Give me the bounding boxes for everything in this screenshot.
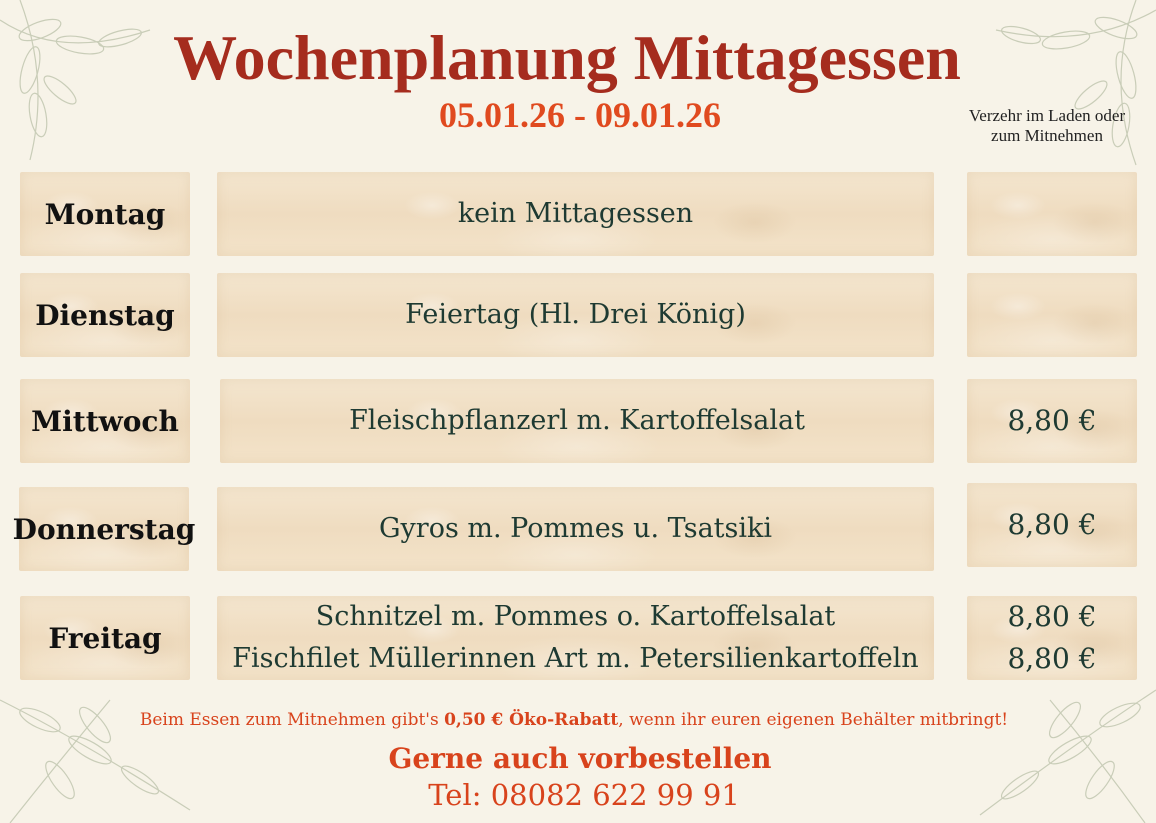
price-text: 8,80 € (1007, 508, 1097, 541)
meal-cell-dienstag (217, 273, 934, 357)
day-cell-dienstag (20, 273, 190, 357)
day-label: Montag (44, 197, 166, 231)
preorder-text: Gerne auch vorbestellen (388, 742, 772, 775)
page-title: Wochenplanung Mittagessen (173, 22, 961, 93)
day-cell-donnerstag (12, 487, 196, 571)
meal-cell-donnerstag (217, 487, 934, 571)
price-column-header: Verzehr im Laden oder zum Mitnehmen (968, 106, 1126, 145)
meal-text: kein Mittagessen (457, 198, 694, 229)
price-cell-montag (967, 172, 1137, 256)
discount-amount: 0,50 € Öko-Rabatt (444, 710, 619, 730)
day-label: Freitag (48, 621, 162, 655)
meal-text: Schnitzel m. Pommes o. Kartoffelsalat (315, 601, 836, 632)
discount-note-end: , wenn ihr euren eigenen Behälter mitbringt! (618, 710, 1009, 730)
discount-note-start: Beim Essen zum Mitnehmen gibt's (139, 710, 445, 730)
meal-text: Gyros m. Pommes u. Tsatsiki (378, 513, 773, 544)
day-label: Donnerstag (12, 512, 196, 546)
day-label: Dienstag (35, 298, 175, 332)
discount-note (0, 710, 1148, 730)
meal-cell-montag (217, 172, 934, 256)
price-text: 8,80 € (1007, 404, 1097, 437)
date-range: 05.01.26 - 09.01.26 (439, 95, 721, 135)
meal-text: Fleischpflanzerl m. Kartoffelsalat (349, 405, 805, 436)
meal-text: Fischfilet Müllerinnen Art m. Petersilienkartoffeln (232, 643, 919, 674)
price-text: 8,80 € (1007, 642, 1097, 675)
day-cell-freitag (20, 596, 190, 680)
price-text: 8,80 € (1007, 600, 1097, 633)
day-label: Mittwoch (31, 404, 179, 438)
price-cell-mittwoch (967, 379, 1137, 463)
meal-cell-mittwoch (220, 379, 934, 463)
price-cell-dienstag (967, 273, 1137, 357)
day-cell-mittwoch (20, 379, 190, 463)
day-cell-montag (20, 172, 190, 256)
price-cell-donnerstag (967, 483, 1137, 567)
price-cell-freitag (967, 596, 1137, 680)
meal-text: Feiertag (Hl. Drei König) (405, 299, 746, 330)
meal-cell-freitag (217, 596, 934, 680)
phone-number: Tel: 08082 622 99 91 (428, 778, 740, 812)
